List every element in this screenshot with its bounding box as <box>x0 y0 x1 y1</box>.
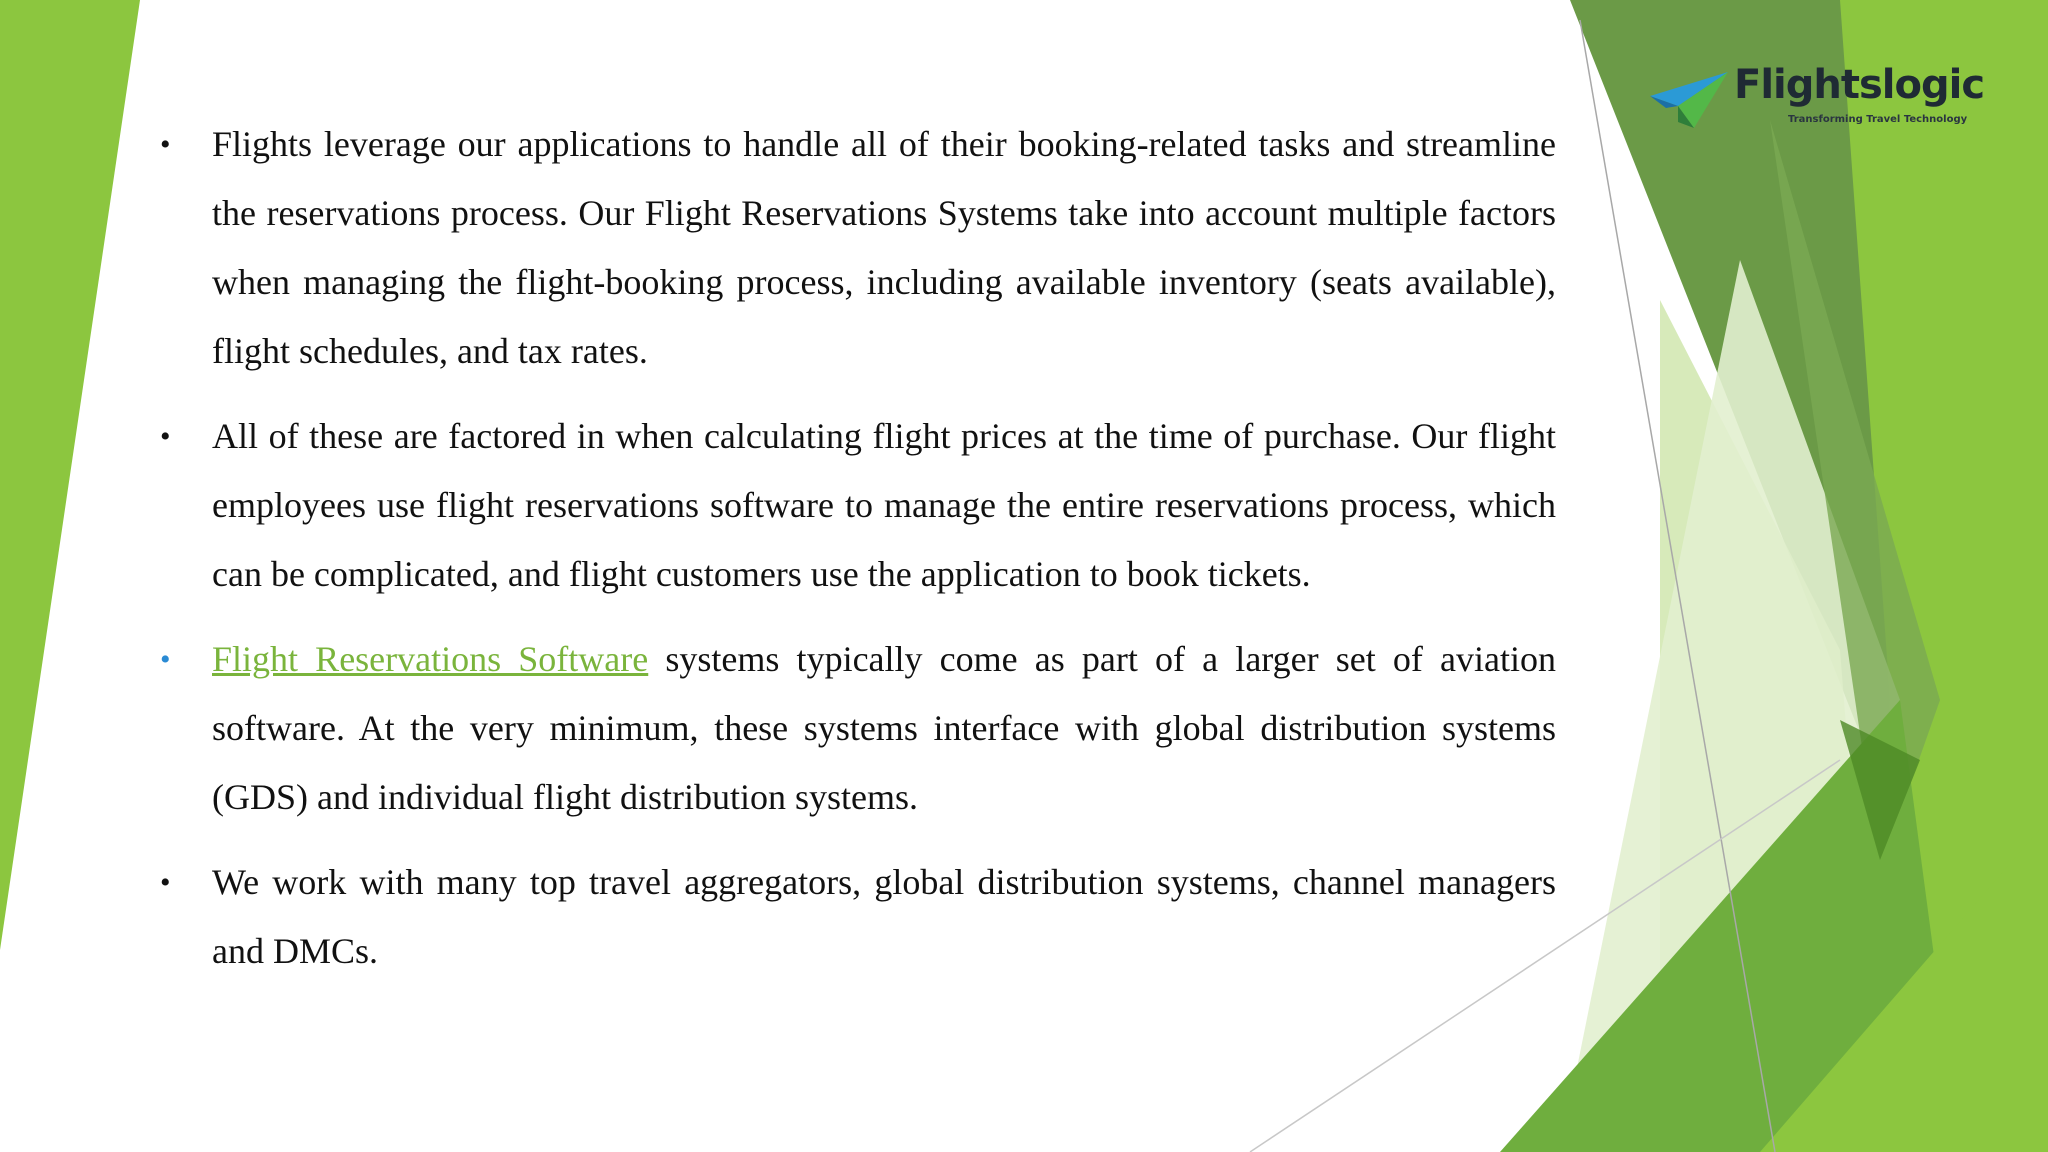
bullet-text: All of these are factored in when calculating flight prices at the time of purchase. Our flight employees use flight reservations software to manage the entire reservations process, which can be complicated, and flight customers use the application to book tickets. <box>212 416 1556 594</box>
bullet-marker: • <box>160 128 171 161</box>
bullet-text: Flights leverage our applications to handle all of their booking-related tasks and streamline the reservations process. Our Flight Reservations Systems take into account multiple factors when managing the flight-booking process, including available inventory (seats available), flight schedules, and tax rates. <box>212 124 1556 371</box>
bullet-marker: • <box>160 643 171 676</box>
bullet-marker: • <box>160 420 171 453</box>
logo-name: Flightslogic <box>1734 62 1985 108</box>
bullet-item <box>160 402 1556 609</box>
bullet-text: systems typically come as part of a larger set of aviation software. At the very minimum, these systems interface with global distribution systems (GDS) and individual flight distribution systems. <box>212 639 1556 817</box>
bullet-item <box>160 848 1556 986</box>
company-logo <box>1648 62 1985 134</box>
bullet-text: We work with many top travel aggregators, global distribution systems, channel managers and DMCs. <box>212 862 1556 971</box>
logo-tagline: Transforming Travel Technology <box>1788 114 1968 125</box>
bullet-item <box>160 110 1556 386</box>
bullet-marker: • <box>160 866 171 899</box>
paper-plane-icon <box>1648 66 1730 132</box>
left-green-band <box>0 0 140 950</box>
flight-reservations-software-link[interactable]: Flight Reservations Software <box>212 639 649 679</box>
bullet-list <box>160 110 1556 1002</box>
bullet-item <box>160 625 1556 832</box>
